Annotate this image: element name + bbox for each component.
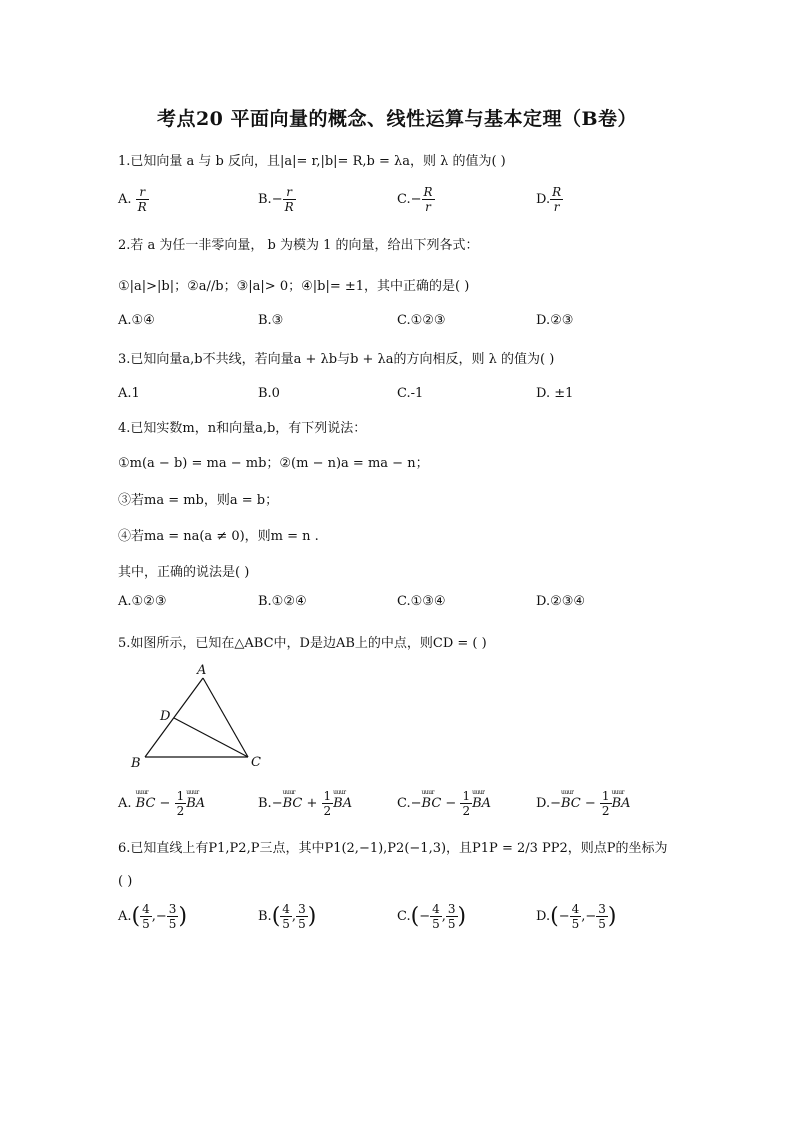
question-4-ask: 其中，正确的说法是( )	[118, 565, 250, 580]
q4-option-c: C.①③④	[397, 594, 446, 609]
q4-option-b: B.①②④	[258, 594, 307, 609]
page-title: 考点20 平面向量的概念、线性运算与基本定理（B卷）	[156, 108, 638, 130]
question-6-blank: ( )	[118, 874, 133, 889]
triangle-figure	[125, 662, 275, 777]
q2-option-d: D.②③	[536, 313, 574, 328]
q1-option-b: B.− $\frac{r}{R}$	[258, 185, 294, 214]
label-d: D	[160, 709, 171, 724]
q5-option-b: B.−uuur BC + $\frac{1}{2}$ uuur BA	[258, 790, 352, 817]
q1-option-a: A. $\frac{r}{R}$	[118, 185, 147, 214]
label-a: A	[197, 663, 207, 678]
q4-option-a: A.①②③	[118, 594, 167, 609]
q5-option-c: C.−uuur BC − $\frac{1}{2}$ uuur BA	[397, 790, 491, 817]
q2-option-a: A.①④	[118, 313, 155, 328]
q1-option-d: D. $\frac{R}{r}$	[536, 185, 562, 214]
label-b: B	[131, 756, 141, 771]
question-2-stem: 2.若 a 为任一非零向量， b 为模为 1 的向量，给出下列各式：	[118, 238, 479, 253]
q3-option-d: D. ±1	[536, 386, 574, 401]
question-4-statement-1: ①m(a − b) = ma − mb；②(m − n)a = ma − n；	[118, 456, 429, 471]
q2-option-b: B.③	[258, 313, 284, 328]
question-1-stem: 1.已知向量 a 与 b 反向，且|a|= r,|b|= R,b = λa，则 λ 的值为( )	[118, 154, 506, 169]
q4-option-d: D.②③④	[536, 594, 586, 609]
q5-option-d: D.−uuur BC − $\frac{1}{2}$ uuur BA	[536, 790, 631, 817]
q1-option-c: C.− $\frac{R}{r}$	[397, 185, 433, 214]
q6-option-a: A.( $\frac{4}{5}$ ,− $\frac{3}{5}$ )	[118, 902, 188, 931]
q3-option-b: B.0	[258, 386, 280, 401]
q6-option-d: D.(− $\frac{4}{5}$ ,− $\frac{3}{5}$ )	[536, 902, 617, 931]
q3-option-a: A.1	[118, 386, 140, 401]
label-c: C	[251, 755, 261, 770]
question-3-stem: 3.已知向量a,b不共线，若向量a + λb与b + λa的方向相反，则 λ 的值为( )	[118, 352, 555, 367]
question-4-statement-2: ③若ma = mb，则a = b；	[118, 493, 279, 508]
q6-option-c: C.(− $\frac{4}{5}$ , $\frac{3}{5}$ )	[397, 902, 467, 931]
q5-option-a: A. uuur BC − $\frac{1}{2}$ uuur BA	[118, 790, 205, 817]
q2-option-c: C.①②③	[397, 313, 446, 328]
q3-option-c: C.-1	[397, 386, 424, 401]
question-4-stem: 4.已知实数m，n和向量a,b，有下列说法：	[118, 421, 367, 436]
question-4-statement-3: ④若ma = na(a ≠ 0)，则m = n .	[118, 529, 319, 544]
question-6-stem: 6.已知直线上有P1,P2,P三点，其中P1(2,−1),P2(−1,3)，且P1P = 2/3 PP2，则点P的坐标为	[118, 841, 668, 856]
q6-option-b: B.( $\frac{4}{5}$ , $\frac{3}{5}$ )	[258, 902, 317, 931]
question-5-stem: 5.如图所示，已知在△ABC中，D是边AB上的中点，则CD = ( )	[118, 636, 487, 651]
question-2-statements: ①|a|>|b|；②a//b；③|a|> 0；④|b|= ±1，其中正确的是( )	[118, 279, 470, 294]
